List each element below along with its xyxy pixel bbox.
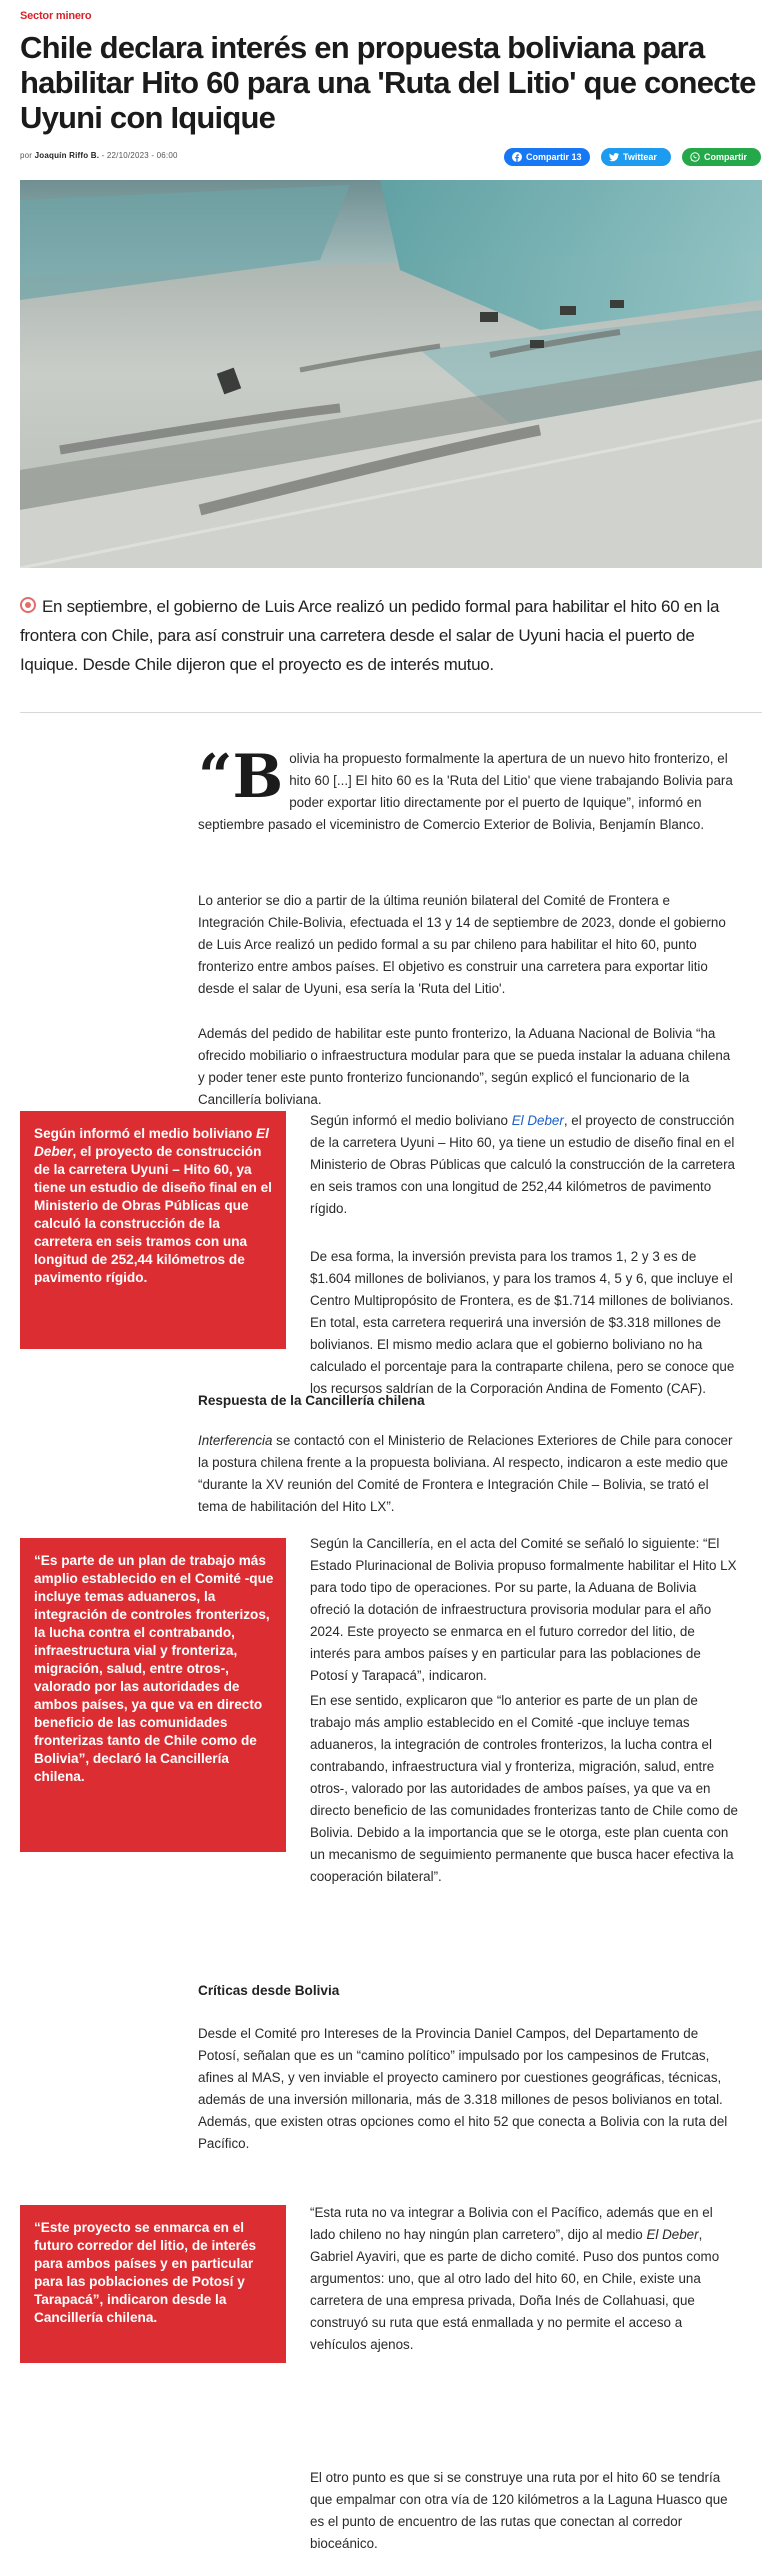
whatsapp-icon	[690, 152, 700, 162]
byline	[20, 151, 178, 160]
lead-text: En septiembre, el gobierno de Luis Arce realizó un pedido formal para habilitar el hito 60 en la frontera con Chile, para así construir una carretera desde el salar de Uyuni hacia el puerto de Iquique. Desde Chile dijeron que el proyecto es de interés mutuo.	[20, 597, 720, 674]
facebook-icon	[512, 152, 522, 162]
byline-prefix: por	[20, 151, 33, 160]
paragraph-9: Desde el Comité pro Intereses de la Provincia Daniel Campos, del Departamento de Potosí, señalan que es un “camino político” impulsado por los campesinos de Frutcas, afines al MAS, y ven inviable el proyecto caminero por cuestiones geográficas, técnicas, además de una inversión millonaria, más de 3.318 millones de pesos bolivianos en total. Además, que existen otras opciones como el hito 52 que conecta a Bolivia con la ruta del Pacífico.	[198, 2026, 728, 2151]
twitter-icon	[609, 152, 619, 162]
paragraph-5: De esa forma, la inversión prevista para los tramos 1, 2 y 3 es de $1.604 millones de bolivianos, y para los tramos 4, 5 y 6, que incluye el Centro Multipropósito de Frontera, es de $1.714 millones de bolivianos. En total, esta carretera requerirá una inversión de $3.318 millones de bolivianos. El mismo medio aclara que el gobierno boliviano no ha calculado el porcentaje para la contraparte chilena, pero se conoce que los recursos saldrían de la Corporación Andina de Fomento (CAF).	[310, 1249, 735, 1396]
subheading-criticas: Críticas desde Bolivia	[198, 1983, 340, 1998]
facebook-share-label: Compartir 13	[526, 152, 582, 162]
hero-image	[20, 180, 762, 568]
el-deber-link[interactable]: El Deber	[511, 1113, 564, 1128]
paragraph-8: En ese sentido, explicaron que “lo anterior es parte de un plan de trabajo más amplio establecido en el Comité -que incluye temas aduaneros, la integración de controles fronterizos, la lucha contra el contrabando, infraestructura vial y fronteriza, migración, salud, entre otros-, valorado por las autoridades de ambos países, ya que va en directo beneficio de las comunidades fronterizas tanto de Chile como de Bolivia. Debido a la importancia que se le otorga, este plan cuenta con un mecanismo de seguimiento permanente que busca hacer efectiva la cooperación bilateral”.	[310, 1693, 739, 1884]
paragraph-1	[198, 742, 738, 836]
section-tag[interactable]: Sector minero	[20, 10, 92, 22]
subheading-cancilleria: Respuesta de la Cancillería chilena	[198, 1393, 425, 1408]
drop-cap: “B	[198, 742, 284, 812]
paragraph-2: Lo anterior se dio a partir de la última reunión bilateral del Comité de Frontera e Integración Chile-Bolivia, efectuada el 13 y 14 de septiembre de 2023, donde el gobierno de Luis Arce realizó un pedido formal a su par chileno para habilitar el hito 60, punto fronterizo entre ambos países. El objetivo es construir una carretera para exportar litio desde el salar de Uyuni, esa sería la 'Ruta del Litio'.	[198, 893, 726, 996]
paragraph-3: Además del pedido de habilitar este punto fronterizo, la Aduana Nacional de Bolivia “ha ofrecido mobiliario o infraestructura modular para que se pueda instalar la aduana chilena y poder tener este punto fronterizo funcionando”, según explicó el funcionario de la Cancillería boliviana.	[198, 1026, 731, 1107]
salt-flat-photo	[20, 180, 762, 568]
pullquote-1: Según informó el medio boliviano El Deber, el proyecto de construcción de la carretera Uyuni – Hito 60, ya tiene un estudio de diseño final en el Ministerio de Obras Públicas que calculó la construcción de la carretera en seis tramos con una longitud de 252,44 kilómetros de pavimento rígido.	[20, 1111, 286, 1349]
paragraph-10: “Esta ruta no va integrar a Bolivia con el Pacífico, además que en el lado chileno no hay ningún plan carretero”, dijo al medio El Deber, Gabriel Ayaviri, que es parte de dicho comité. Puso dos puntos como argumentos: uno, que al otro lado del hito 60, en Chile, existe una carretera de una empresa privada, Doña Inés de Collahuasi, que construyó su ruta que está enmallada y no permite el acceso a vehículos ajenos.	[310, 2205, 720, 2352]
paragraph-4: Según informó el medio boliviano El Deber, el proyecto de construcción de la carretera Uyuni – Hito 60, ya tiene un estudio de diseño final en el Ministerio de Obras Públicas que calculó la construcción de la carretera en seis tramos con una longitud de 252,44 kilómetros de pavimento rígido.	[310, 1113, 735, 1216]
paragraph-6: Interferencia se contactó con el Ministerio de Relaciones Exteriores de Chile para conocer la postura chilena frente a la propuesta boliviana. Al respecto, indicaron a este medio que “durante la XV reunión del Comité de Frontera e Integración Chile – Bolivia, se trató el tema de habilitación del Hito LX”.	[198, 1433, 733, 1514]
paragraph-1-text: olivia ha propuesto formalmente la apertura de un nuevo hito fronterizo, el hito 60 [...] El hito 60 es la 'Ruta del Litio' que viene trabajando Bolivia para poder exportar litio directamente por el puerto de Iquique”, informó en septiembre pasado el viceministro de Comercio Exterior de Bolivia, Benjamín Blanco.	[198, 751, 733, 832]
pullquote-2: “Es parte de un plan de trabajo más amplio establecido en el Comité -que incluye temas aduaneros, la integración de controles fronterizos, la lucha contra el contrabando, infraestructura vial y fronteriza, migración, salud, entre otros-, valorado por las autoridades de ambos países, ya que va en directo beneficio de las comunidades fronterizas tanto de Chile como de Bolivia”, declaró la Cancillería chilena.	[20, 1538, 286, 1852]
paragraph-7: Según la Cancillería, en el acta del Comité se señaló lo siguiente: “El Estado Plurinacional de Bolivia propuso formalmente habilitar el Hito LX para todo tipo de operaciones. Por su parte, la Aduana de Bolivia ofreció la dotación de infraestructura provisoria modular para el año 2024. Este proyecto se enmarca en el futuro corredor del litio, de interés para ambos países y en particular para las poblaciones de Potosí y Tarapacá”, indicaron.	[310, 1536, 737, 1683]
whatsapp-share-button[interactable]	[682, 148, 761, 166]
publish-date: - 22/10/2023 - 06:00	[101, 151, 178, 160]
twitter-share-label: Twittear	[623, 152, 657, 162]
author-link[interactable]: Joaquín Riffo B.	[34, 151, 100, 160]
article-lead	[20, 592, 744, 679]
paragraph-11: El otro punto es que si se construye una ruta por el hito 60 se tendría que empalmar con otra vía de 120 kilómetros a la Laguna Huasco que es el punto de encuentro de las rutas que conectan al corredor bioceánico.	[310, 2470, 728, 2551]
divider	[20, 712, 762, 713]
twitter-share-button[interactable]	[601, 148, 671, 166]
facebook-share-button[interactable]	[504, 148, 590, 166]
target-icon	[20, 597, 36, 613]
article-headline: Chile declara interés en propuesta boliviana para habilitar Hito 60 para una 'Ruta del Litio' que conecte Uyuni con Iquique	[20, 30, 756, 135]
whatsapp-share-label: Compartir	[704, 152, 748, 162]
pullquote-3: “Este proyecto se enmarca en el futuro corredor del litio, de interés para ambos países y en particular para las poblaciones de Potosí y Tarapacá”, indicaron desde la Cancillería chilena.	[20, 2205, 286, 2363]
